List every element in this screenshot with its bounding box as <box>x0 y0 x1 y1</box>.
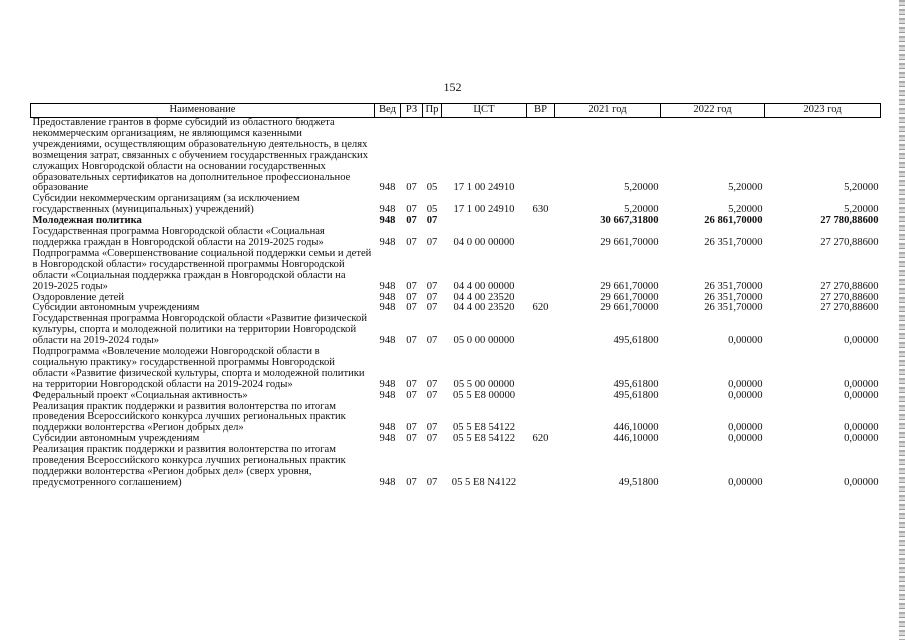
cell-name: Субсидии автономным учреждениям <box>32 302 200 314</box>
cell-vr <box>527 249 555 293</box>
cell-name: Подпрограмма «Совершенствование социальной поддержки семьи и детей в Новгородской области» государственной программы Новгородской области «Социальная поддержка граждан в Новгородской области на 2019-2025 годы» <box>32 247 372 292</box>
cell-2023: 0,00000 <box>844 422 879 434</box>
cell-2021: 495,61800 <box>613 378 659 390</box>
cell-vr <box>527 445 555 489</box>
cell-2022: 0,00000 <box>728 476 763 488</box>
cell-2021: 29 661,70000 <box>600 280 659 292</box>
cell-vr <box>527 227 555 249</box>
cell-2023: 27 780,88600 <box>820 215 879 227</box>
cell-rz: 07 <box>406 433 417 445</box>
cell-2022: 5,20000 <box>728 204 763 216</box>
header-row <box>31 104 881 118</box>
cell-name: Реализация практик поддержки и развития волонтерства по итогам проведения Всероссийского конкурса лучших региональных практик поддержки волонтерства «Регион добрых дел» <box>32 400 346 434</box>
cell-name: Федеральный проект «Социальная активность» <box>32 389 248 401</box>
cell-cst: 05 5 E8 N4122 <box>451 476 517 488</box>
cell-pr: 07 <box>426 422 438 434</box>
cell-name: Государственная программа Новгородской области «Социальная поддержка граждан в Новгородской области на 2019-2025 годы» <box>32 226 325 248</box>
cell-pr: 07 <box>426 335 438 347</box>
cell-name: Государственная программа Новгородской области «Развитие физической культуры, спорта и молодежной политики на территории Новгородской области на 2019-2024 годы» <box>32 313 368 347</box>
cell-cst: 04 0 00 00000 <box>453 236 515 248</box>
cell-ved: 948 <box>379 378 396 390</box>
cell-cst: 17 1 00 24910 <box>453 204 515 216</box>
cell-rz: 07 <box>406 476 417 488</box>
table-body <box>31 118 881 489</box>
cell-vr <box>527 118 555 195</box>
cell-2022: 5,20000 <box>728 182 763 194</box>
cell-2023: 27 270,88600 <box>820 302 879 314</box>
cell-name: Предоставление грантов в форме субсидий из областного бюджета некоммерческим организациям, не являющимся казенными учреждениями, осуществляющим образовательную деятельность, в целях возмещения затрат, связанных с обучением государственных гражданских служащих Новгородской области на основании государственных образовательных сертификатов на дополнительное профессиональное образование <box>32 117 369 194</box>
table-row <box>31 445 881 489</box>
cell-2023: 0,00000 <box>844 433 879 445</box>
cell-vr <box>527 347 555 391</box>
cell-2022: 26 351,70000 <box>704 302 763 314</box>
cell-rz: 07 <box>406 302 417 314</box>
table-row <box>31 347 881 391</box>
page-number: 152 <box>443 80 462 94</box>
table-row <box>31 402 881 435</box>
cell-ved: 948 <box>379 433 396 445</box>
cell-2023: 27 270,88600 <box>820 236 879 248</box>
cell-2022: 0,00000 <box>728 433 763 445</box>
cell-ved: 948 <box>379 335 396 347</box>
cell-ved: 948 <box>379 204 396 216</box>
cell-name: Субсидии автономным учреждениям <box>32 433 200 445</box>
cell-ved: 948 <box>379 280 396 292</box>
cell-cst: 05 5 E8 54122 <box>452 433 516 445</box>
table-row <box>31 314 881 347</box>
scan-edge-artifact <box>899 0 905 640</box>
cell-pr: 07 <box>426 236 438 248</box>
cell-2021: 30 667,31800 <box>600 215 659 227</box>
cell-2021: 49,51800 <box>618 476 659 488</box>
cell-rz: 07 <box>406 378 417 390</box>
cell-cst: 04 4 00 23520 <box>453 302 515 314</box>
cell-ved: 948 <box>379 236 396 248</box>
cell-rz: 07 <box>406 280 417 292</box>
cell-2022: 26 351,70000 <box>704 291 763 303</box>
cell-name: Субсидии некоммерческим организациям (за исключением государственных (муниципальных) учреждений) <box>32 193 300 216</box>
cell-name: Реализация практик поддержки и развития волонтерства по итогам проведения Всероссийского конкурса лучших региональных практик поддержки волонтерства «Регион добрых дел» (сверх уровня, предусмотренного соглашением) <box>32 444 346 488</box>
header-ved: Вед <box>375 104 401 118</box>
cell-2023: 5,20000 <box>844 204 879 216</box>
cell-cst: 05 5 00 00000 <box>453 378 515 390</box>
cell-pr: 07 <box>426 291 438 303</box>
cell-vr: 620 <box>532 433 549 445</box>
table-row <box>31 118 881 195</box>
header-cst: ЦСТ <box>442 104 527 118</box>
cell-2022: 26 351,70000 <box>704 280 763 292</box>
cell-ved: 948 <box>379 215 396 227</box>
header-pr: Пр <box>423 104 442 118</box>
table-row <box>31 194 881 216</box>
cell-cst <box>442 216 527 227</box>
cell-vr: 620 <box>532 302 549 314</box>
cell-vr <box>527 402 555 435</box>
cell-pr: 05 <box>426 204 438 216</box>
cell-2022: 0,00000 <box>728 389 763 401</box>
cell-rz: 07 <box>406 335 417 347</box>
cell-2023: 5,20000 <box>844 182 879 194</box>
cell-ved: 948 <box>379 389 396 401</box>
cell-2023: 27 270,88600 <box>820 291 879 303</box>
cell-vr <box>527 216 555 227</box>
cell-rz: 07 <box>406 422 417 434</box>
cell-pr: 05 <box>426 182 438 194</box>
header-vr: ВР <box>527 104 555 118</box>
table-row <box>31 227 881 249</box>
cell-rz: 07 <box>406 291 417 303</box>
cell-2022: 0,00000 <box>728 422 763 434</box>
cell-name: Оздоровление детей <box>32 291 125 303</box>
cell-2022: 26 351,70000 <box>704 236 763 248</box>
cell-2021: 446,10000 <box>613 433 659 445</box>
cell-2022: 26 861,70000 <box>704 215 763 227</box>
cell-pr: 07 <box>426 378 438 390</box>
cell-vr <box>527 314 555 347</box>
cell-pr: 07 <box>426 215 438 227</box>
cell-2021: 495,61800 <box>613 335 659 347</box>
cell-vr: 630 <box>532 204 549 216</box>
cell-vr <box>527 391 555 402</box>
table-row <box>31 391 881 402</box>
cell-name: Подпрограмма «Вовлечение молодежи Новгородской области в социальную практику» государственной программы Новгородской области «Развитие физической культуры, спорта и молодежной политики на территории Новгородской области на 2019-2024 годы» <box>32 346 365 390</box>
cell-rz: 07 <box>406 389 417 401</box>
cell-cst: 05 5 E8 00000 <box>452 389 516 401</box>
cell-pr: 07 <box>426 433 438 445</box>
header-name: Наименование <box>31 104 375 118</box>
cell-rz: 07 <box>406 215 417 227</box>
cell-2021: 5,20000 <box>624 182 659 194</box>
cell-cst: 17 1 00 24910 <box>453 182 515 194</box>
cell-cst: 05 5 E8 54122 <box>452 422 516 434</box>
header-2021: 2021 год <box>555 104 661 118</box>
cell-rz: 07 <box>406 182 417 194</box>
cell-pr: 07 <box>426 280 438 292</box>
cell-2023: 0,00000 <box>844 476 879 488</box>
cell-2023: 27 270,88600 <box>820 280 879 292</box>
cell-ved: 948 <box>379 182 396 194</box>
cell-2022: 0,00000 <box>728 378 763 390</box>
cell-ved: 948 <box>379 302 396 314</box>
cell-rz: 07 <box>406 204 417 216</box>
cell-ved: 948 <box>379 291 396 303</box>
header-2023: 2023 год <box>765 104 881 118</box>
cell-name: Молодежная политика <box>32 215 142 227</box>
cell-2021: 29 661,70000 <box>600 291 659 303</box>
table-row <box>31 249 881 293</box>
cell-2021: 446,10000 <box>613 422 659 434</box>
cell-2022: 0,00000 <box>728 335 763 347</box>
cell-pr: 07 <box>426 476 438 488</box>
cell-rz: 07 <box>406 236 417 248</box>
cell-ved: 948 <box>379 422 396 434</box>
cell-pr: 07 <box>426 302 438 314</box>
header-rz: РЗ <box>401 104 423 118</box>
cell-2023: 0,00000 <box>844 378 879 390</box>
cell-2021: 29 661,70000 <box>600 236 659 248</box>
cell-2021: 29 661,70000 <box>600 302 659 314</box>
header-2022: 2022 год <box>661 104 765 118</box>
cell-ved: 948 <box>379 476 396 488</box>
cell-cst: 04 4 00 23520 <box>453 291 515 303</box>
cell-2023: 0,00000 <box>844 389 879 401</box>
cell-cst: 04 4 00 00000 <box>453 280 515 292</box>
cell-cst: 05 0 00 00000 <box>453 335 515 347</box>
cell-2023: 0,00000 <box>844 335 879 347</box>
cell-pr: 07 <box>426 389 438 401</box>
cell-2021: 5,20000 <box>624 204 659 216</box>
cell-2021: 495,61800 <box>613 389 659 401</box>
budget-table <box>30 103 881 489</box>
